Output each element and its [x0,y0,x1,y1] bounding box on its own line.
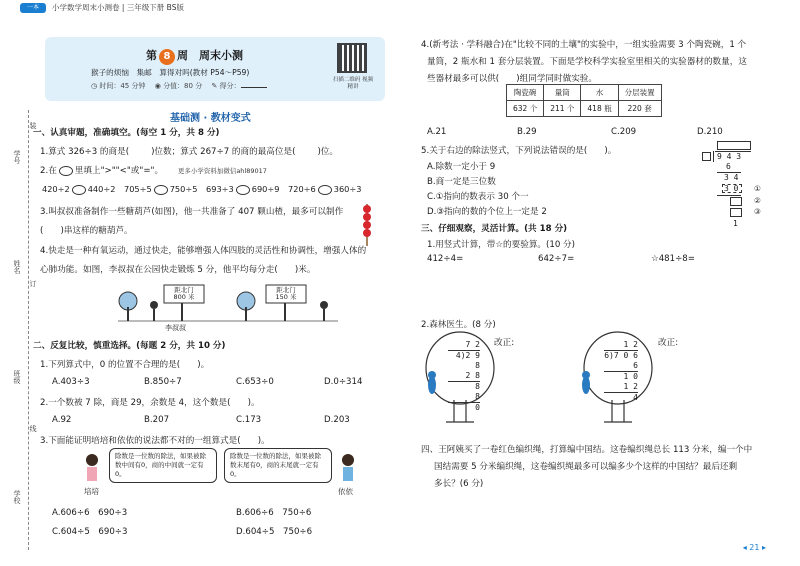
sign-2: 距北门 150 米 [275,286,297,301]
yiyi-name: 依依 [338,487,353,496]
page-number: ◂ 21 ▸ [742,543,766,552]
table-header-cell: 量筒 [544,85,581,101]
marker-3: ③ [754,207,761,216]
fix-label-2: 改正: [658,338,679,348]
option-c[interactable]: C.604÷5 690÷3 [52,527,128,537]
answer-circle[interactable] [59,166,73,176]
yiyi-figure [338,452,358,484]
compare-circle-3[interactable] [236,185,250,195]
candied-haws-image [356,200,378,248]
margin-label-id: 学号 [13,150,21,164]
week-number-badge: 8 [159,49,175,65]
clock-icon: ◷ [91,82,98,90]
section-4-line3: 多长？(6 分) [434,479,484,489]
margin-tear-2: 订 [29,280,37,287]
top-bar [0,0,800,15]
option-a[interactable]: A.92 [52,415,72,425]
table-header-cell: 水 [581,85,618,101]
calc-2: 642÷7= [538,254,575,264]
qr-code[interactable] [337,43,367,73]
q5-option-d[interactable]: D.③指向的数的个位上一定是 2 [427,207,547,217]
option-b[interactable]: B.29 [517,127,537,137]
table-cell: 211 个 [544,101,581,117]
division-diagram: 9 4 3 6 3 4 3 0 1 ① ② ③ [702,141,772,223]
option-b[interactable]: B.606÷6 750÷6 [236,508,312,518]
peipei-figure [82,452,102,484]
option-a[interactable]: A.403÷3 [52,377,90,387]
compare-circle-2[interactable] [154,185,168,195]
option-c[interactable]: C.653÷0 [236,377,274,387]
choice-q3: 3.下面能证明培培和依依的说法都不对的一组算式是( )。 [40,436,270,446]
section-4-line2: 国结需要 5 分米编织绳，这卷编织绳最多可以编多少个这样的中国结？最后还剩 [434,462,738,472]
pencil-icon: ✎ [211,82,218,90]
margin-tear-3: 线 [29,425,37,432]
option-a[interactable]: A.21 [427,127,447,137]
option-c[interactable]: C.173 [236,415,262,425]
quotient-box[interactable] [717,141,751,150]
margin-label-school: 学校 [13,490,21,504]
option-d[interactable]: D.210 [697,127,723,137]
brand-tag: 一本 [20,3,46,13]
divisor-box[interactable] [702,152,711,161]
option-b[interactable]: B.850÷7 [144,377,182,387]
q2: 2.在 里填上">""<"或"="。 更多小学资料加微信ahl89017 [40,166,267,176]
right-q4-line1: 4.(新考法 · 学科融合)在"比较不同的土壤"的实验中，一组实验需要 3 个陶瓷碗，1 个 [421,40,747,50]
margin-label-name: 姓名 [13,260,21,274]
section-2-title: 二、反复比较，慎重选择。(每题 2 分，共 10 分) [33,341,226,351]
section-1-title: 一、认真审题，准确填空。(每空 1 分，共 8 分) [33,128,220,138]
peipei-speech-bubble: 除数是一位数的除法，如果被除数中间有0，商的中间就一定有0。 [109,448,217,483]
choice-q2: 2.一个数被 7 除，商是 29，余数是 4，这个数是( )。 [40,398,260,408]
walking-illustration [118,279,338,334]
sign-1: 距北门 800 米 [173,286,195,301]
book-title: 小学数学周末小测卷 | 三年级下册 BS版 [52,3,184,12]
q5-option-b[interactable]: B.商一定是三位数 [427,177,496,187]
table-cell: 220 套 [618,101,661,117]
equipment-table [506,84,662,117]
table-cell: 632 个 [507,101,544,117]
q1: 1.算式 326÷3 的商是( )位数；算式 267÷7 的商的最高位是( )位。 [40,147,338,157]
tear-line [28,110,29,550]
next-arrow-icon: ▸ [761,543,766,552]
section-heading: 基础测 · 教材变式 [170,113,251,124]
q4-line1: 4.快走是一种有氧运动，通过快走，能够增强人体四肢的灵活性和协调性，增强人体的 [40,246,367,256]
yiyi-speech-bubble: 除数是一位数的除法，如果被除数末尾有0，商的末尾就一定有0。 [224,448,332,483]
option-b[interactable]: B.207 [144,415,170,425]
option-d[interactable]: D.604÷5 750÷6 [236,527,313,537]
option-d[interactable]: D.0÷314 [324,377,363,387]
tree-1-division: 7 2 4)2 9 8 2 8 8 8 0 [448,340,480,413]
q3-line1: 3.叫叔叔准备制作一些糖葫芦(如图)，他一共准备了 407 颗山楂，最多可以制作 [40,207,344,217]
compare-circle-4[interactable] [318,185,332,195]
week-title: 第 8 周 周末小测 [146,47,243,65]
table-header-row [507,85,662,101]
lesson-topics: 猴子的烦恼 集邮 算得对吗(教材 P54～P59) [91,68,250,77]
q5-option-c[interactable]: C.①指向的数表示 30 个一 [427,192,529,202]
marker-2: ② [754,196,761,205]
right-q4-line3: 些器材最多可以供( )组同学同时做实验。 [427,74,597,84]
choice-q1: 1.下列算式中，0 的位置不合理的是( )。 [40,360,210,370]
margin-tear-1: 装 [29,122,37,129]
compare-circle-1[interactable] [72,185,86,195]
quiz-meta: ◷ 时间：45 分钟 ◉ 分值：80 分 ✎ 得分： [91,81,267,91]
q5-option-a[interactable]: A.除数一定小于 9 [427,162,496,172]
uncle-label: 李叔叔 [165,324,186,332]
q2-comparisons: 420÷2 440÷2 705÷5 750÷5 693÷3 690÷9 720÷6 360÷3 [42,184,362,194]
option-a[interactable]: A.606÷6 690÷3 [52,508,128,518]
section-3-title: 三、仔细观察，灵活计算。(共 18 分) [421,224,568,234]
calc-1: 412÷4= [427,254,464,264]
option-d[interactable]: D.203 [324,415,350,425]
promo-note: 更多小学资料加微信ahl89017 [177,167,267,175]
prev-arrow-icon: ◂ [742,543,747,552]
section-4-line1: 四、王阿姨买了一卷红色编织绳，打算编中国结。这卷编织绳总长 113 分米，编一个中 [421,445,753,455]
p2-title: 2.森林医生。(8 分) [421,320,496,330]
tree-2-division: 1 2 6)7 0 6 6 1 0 1 2 4 [604,340,638,402]
table-row [507,101,662,117]
table-header-cell: 分层装置 [618,85,661,101]
peipei-name: 培培 [84,487,99,496]
option-c[interactable]: C.209 [611,127,637,137]
table-cell: 418 瓶 [581,101,618,117]
right-q5: 5.关于右边的除法竖式，下列说法错误的是( )。 [421,146,617,156]
calc-3: ☆481÷8= [651,254,695,264]
quiz-header-card [45,37,385,101]
fix-label-1: 改正: [494,338,515,348]
marker-1: ① [754,184,761,193]
right-q4-line2: 量筒，2 瓶水和 1 套分层装置。下面是学校科学实验室里相关的实验器材的数量，这 [427,57,747,67]
qr-caption: 扫描二维码 视频精讲 [332,77,374,90]
binding-margin [8,110,37,550]
q4-line2: 心肺功能。如图，李叔叔在公园快走锻炼 5 分，他平均每分走( )米。 [40,265,316,275]
table-header-cell: 陶瓷碗 [507,85,544,101]
margin-label-class: 班级 [13,370,21,384]
score-icon: ◉ [154,82,161,90]
q3-line2: ( )串这样的糖葫芦。 [40,226,133,236]
p1-title: 1.用竖式计算，带☆的要验算。(10 分) [427,240,575,250]
